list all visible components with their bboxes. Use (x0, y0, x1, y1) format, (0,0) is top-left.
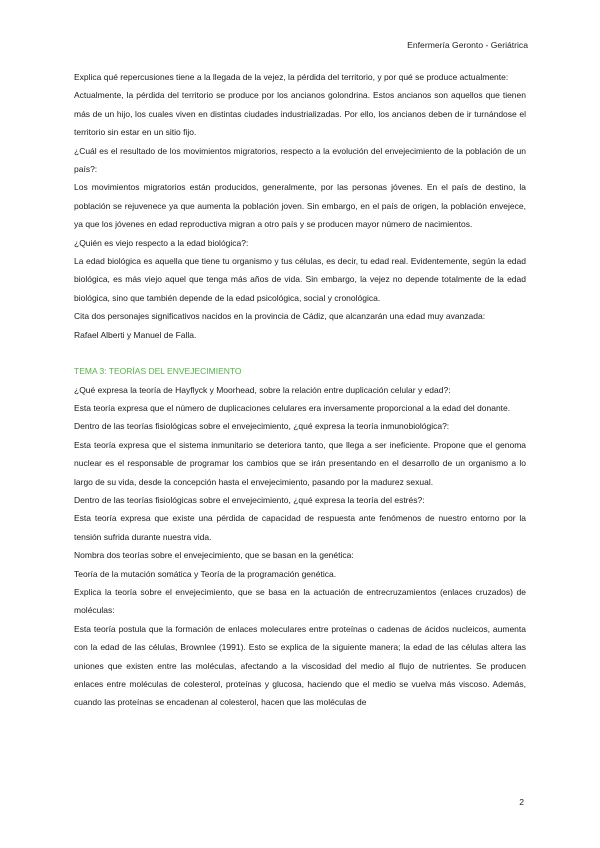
question: Nombra dos teorías sobre el envejecimiento, que se basan en la genética: (74, 550, 354, 561)
answer: Esta teoría expresa que existe una pérdida de capacidad de respuesta ante fenómenos de nuestro entorno por la tensión sufrida durante nuestra vida. (74, 513, 526, 542)
question: Explica qué repercusiones tiene a la llegada de la vejez, la pérdida del territorio, y por qué se produce actualmente: (74, 72, 509, 82)
document-body (74, 68, 526, 712)
section-heading: TEMA 3: TEORÍAS DEL ENVEJECIMIENTO (74, 366, 242, 377)
question: ¿Quién es viejo respecto a la edad biológica?: (74, 237, 249, 248)
answer: Esta teoría postula que la formación de enlaces moleculares entre proteínas o cadenas de ácidos nucleicos, aumenta con la edad de las células, Brownlee (1991). Esto se explica de la siguiente manera; la edad de las células altera las uniones que existen entre las moléculas, afectando a la viscosidad del medio al flujo de nutrientes. Se producen enlaces entre moléculas de colesterol, proteínas y glucosa, haciendo que el medio se vuelva más viscoso. Además, cuando las proteínas se encadenan al colesterol, hacen que las moléculas de (74, 623, 526, 708)
answer: La edad biológica es aquella que tiene tu organismo y tus células, es decir, tu edad real. Evidentemente, según la edad biológica, es más viejo aquel que tenga más años de vida. Sin embargo, la vejez no depende totalmente de la edad biológica, sino que también depende de la edad psicológica, social y cronológica. (74, 256, 526, 303)
question: Cita dos personajes significativos nacidos en la provincia de Cádiz, que alcanzarán una edad muy avanzada: (74, 311, 486, 322)
question: Dentro de las teorías fisiológicas sobre el envejecimiento, ¿qué expresa la teoría inmunobiológica?: (74, 421, 450, 432)
answer: Actualmente, la pérdida del territorio se produce por los ancianos golondrina. Estos ancianos son aquellos que tienen más de un hijo, los cuales viven en distintas ciudades industrializadas. Por ello, los ancianos deben de ir turnándose el territorio sin estar en un sitio fijo. (74, 90, 526, 138)
question: ¿Qué expresa la teoría de Hayflyck y Moorhead, sobre la relación entre duplicación celular y edad?: (74, 384, 451, 395)
answer: Esta teoría expresa que el número de duplicaciones celulares era inversamente proporcional a la edad del donante. (74, 402, 511, 413)
question: Explica la teoría sobre el envejecimiento, que se basa en la actuación de entrecruzamientos (enlaces cruzados) de moléculas: (74, 586, 526, 616)
page-number: 2 (519, 797, 524, 807)
answer: Teoría de la mutación somática y Teoría de la programación genética. (74, 568, 337, 579)
answer: Rafael Alberti y Manuel de Falla. (74, 329, 197, 340)
page-header: Enfermería Geronto - Geriátrica (407, 40, 528, 50)
question: Dentro de las teorías fisiológicas sobre el envejecimiento, ¿qué expresa la teoría del estrés?: (74, 494, 425, 505)
answer: Esta teoría expresa que el sistema inmunitario se deteriora tanto, que llega a ser ineficiente. Propone que el genoma nuclear es el responsable de programar los cambios que se irán presentando en el desarrollo de un organismo a lo largo de su vida, desde la concepción hasta el envejecimiento, pasando por la madurez sexual. (74, 439, 526, 487)
answer: Los movimientos migratorios están producidos, generalmente, por las personas jóvenes. En el país de destino, la población se rejuvenece ya que aumenta la población joven. Sin embargo, en el país de origen, la población envejece, ya que los jóvenes en edad reproductiva migran a otro país y se producen mayor número de nacimientos. (74, 182, 526, 230)
question: ¿Cuál es el resultado de los movimientos migratorios, respecto a la evolución del envejecimiento de la población de un país?: (74, 145, 526, 175)
